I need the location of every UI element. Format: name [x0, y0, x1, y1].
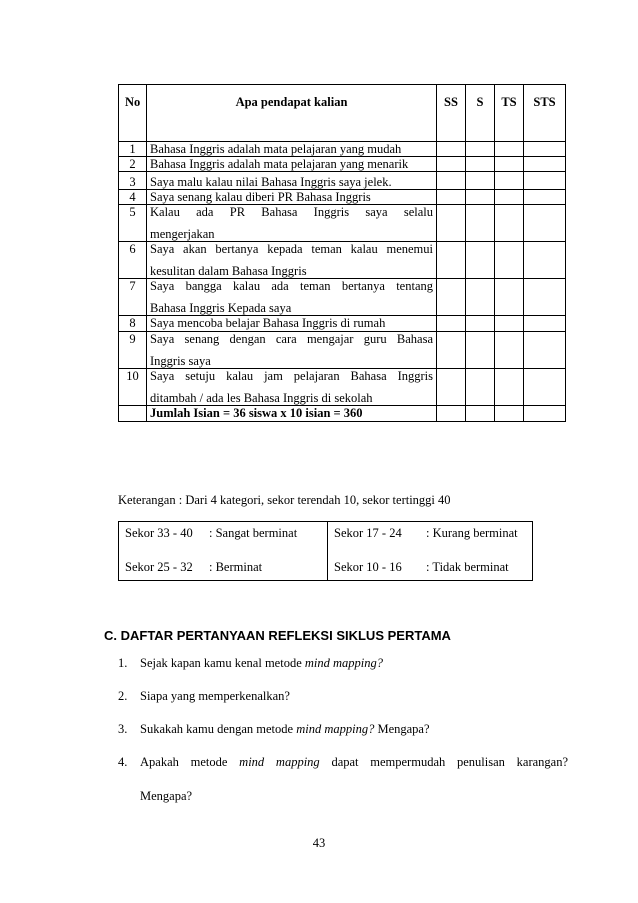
statement-line-1: Saya senang dengan cara mengajar guru Bahasa: [150, 332, 433, 346]
header-s: S: [466, 85, 495, 142]
total-row: [119, 406, 566, 422]
score-range: Sekor 10 - 16: [334, 560, 402, 574]
question-italic: mind mapping?: [304, 656, 383, 670]
table-row: [119, 369, 566, 406]
cell-s: [466, 332, 495, 369]
score-range: Sekor 25 - 32: [125, 560, 193, 574]
cell-sts: [524, 142, 566, 157]
header-ss: SS: [437, 85, 466, 142]
row-number: 6: [119, 242, 147, 279]
header-question: Apa pendapat kalian: [147, 85, 437, 142]
row-number: 10: [119, 369, 147, 406]
list-item: [118, 722, 568, 736]
cell-sts: [524, 205, 566, 242]
cell-sts: [524, 172, 566, 190]
row-number: 9: [119, 332, 147, 369]
cell-s: [466, 242, 495, 279]
cell-ss: [437, 242, 466, 279]
cell-s: [466, 369, 495, 406]
cell-s: [466, 190, 495, 205]
question-line: [118, 755, 568, 769]
row-number: 1: [119, 142, 147, 157]
row-number: 2: [119, 157, 147, 172]
statement-line-1: Saya setuju kalau jam pelajaran Bahasa Inggris: [150, 369, 433, 383]
cell-sts: [524, 190, 566, 205]
question-text: Siapa yang memperkenalkan?: [140, 689, 290, 703]
section-heading: C. DAFTAR PERTANYAAN REFLEKSI SIKLUS PERTAMA: [104, 628, 451, 643]
cell-s: [466, 157, 495, 172]
cell-s: [466, 142, 495, 157]
row-number: 5: [119, 205, 147, 242]
question-italic: mind mapping: [239, 755, 320, 769]
cell-ts: [495, 142, 524, 157]
table-header-row: [119, 85, 566, 142]
cell-sts: [524, 332, 566, 369]
table-row: [119, 242, 566, 279]
page-number: 43: [312, 836, 326, 850]
table-row: [119, 157, 566, 172]
cell-ss: [437, 369, 466, 406]
cell-ss: [437, 190, 466, 205]
score-item: [125, 526, 321, 540]
score-legend-right: [328, 522, 533, 581]
cell-ts: [495, 332, 524, 369]
cell-ss: [437, 332, 466, 369]
cell-sts: [524, 157, 566, 172]
table-row: [119, 172, 566, 190]
total-empty-cell: [119, 406, 147, 422]
question-text-after: dapat mempermudah penulisan karangan?: [319, 755, 569, 769]
cell-ts: [495, 369, 524, 406]
row-statement: Bahasa Inggris adalah mata pelajaran yang mudah: [147, 142, 437, 157]
score-label: : Sangat berminat: [209, 526, 298, 540]
total-text: Jumlah Isian = 36 siswa x 10 isian = 360: [147, 406, 437, 422]
cell-ss: [437, 316, 466, 332]
cell-s: [466, 172, 495, 190]
score-legend-left: [119, 522, 328, 581]
row-statement: Saya malu kalau nilai Bahasa Inggris saya jelek.: [147, 172, 437, 190]
statement-line-2: Inggris saya: [150, 354, 211, 368]
question-number: 3.: [118, 722, 128, 736]
row-statement: [147, 279, 437, 316]
score-item: [334, 526, 526, 540]
question-italic: mind mapping?: [296, 722, 375, 736]
cell-ts: [495, 406, 524, 422]
question-number: 4.: [118, 755, 128, 769]
header-sts: STS: [524, 85, 566, 142]
cell-ts: [495, 172, 524, 190]
row-number: 3: [119, 172, 147, 190]
table-row: [119, 279, 566, 316]
score-item: [125, 560, 321, 574]
row-statement: [147, 205, 437, 242]
cell-ss: [437, 157, 466, 172]
score-label: : Tidak berminat: [426, 560, 509, 574]
score-range: Sekor 17 - 24: [334, 526, 402, 540]
question-text: Apakah metode: [140, 755, 240, 769]
cell-ts: [495, 316, 524, 332]
row-number: 7: [119, 279, 147, 316]
header-no: No: [119, 85, 147, 142]
cell-ss: [437, 142, 466, 157]
question-text: Sejak kapan kamu kenal metode: [140, 656, 305, 670]
score-label: : Kurang berminat: [426, 526, 518, 540]
cell-sts: [524, 369, 566, 406]
statement-line-2: kesulitan dalam Bahasa Inggris: [150, 264, 307, 278]
question-list: [118, 656, 568, 822]
cell-ss: [437, 172, 466, 190]
cell-s: [466, 316, 495, 332]
question-number: 2.: [118, 689, 128, 703]
cell-ss: [437, 205, 466, 242]
statement-line-2: Bahasa Inggris Kepada saya: [150, 301, 292, 315]
table-row: [119, 205, 566, 242]
row-statement: [147, 242, 437, 279]
row-number: 8: [119, 316, 147, 332]
cell-sts: [524, 316, 566, 332]
row-statement: Bahasa Inggris adalah mata pelajaran yang menarik: [147, 157, 437, 172]
table-row: [119, 190, 566, 205]
table-row: [119, 332, 566, 369]
question-text: Sukakah kamu dengan metode: [140, 722, 297, 736]
statement-line-1: Kalau ada PR Bahasa Inggris saya selalu: [150, 205, 433, 219]
survey-table: [118, 84, 566, 422]
cell-ss: [437, 279, 466, 316]
statement-line-2: mengerjakan: [150, 227, 215, 241]
cell-s: [466, 406, 495, 422]
cell-ts: [495, 242, 524, 279]
table-row: [119, 142, 566, 157]
cell-s: [466, 279, 495, 316]
row-number: 4: [119, 190, 147, 205]
score-note: Keterangan : Dari 4 kategori, sekor terendah 10, sekor tertinggi 40: [118, 493, 451, 507]
question-number: 1.: [118, 656, 128, 670]
row-statement: [147, 369, 437, 406]
score-item: [334, 560, 526, 574]
list-item: [118, 755, 568, 803]
row-statement: [147, 332, 437, 369]
cell-ts: [495, 157, 524, 172]
table-row: [119, 316, 566, 332]
cell-ss: [437, 406, 466, 422]
cell-ts: [495, 279, 524, 316]
score-label: : Berminat: [209, 560, 263, 574]
row-statement: Saya senang kalau diberi PR Bahasa Inggris: [147, 190, 437, 205]
statement-line-1: Saya bangga kalau ada teman bertanya tentang: [150, 279, 433, 293]
question-text-after: Mengapa?: [374, 722, 430, 736]
score-legend-table: [118, 521, 533, 581]
list-item: [118, 689, 568, 703]
list-item: [118, 656, 568, 670]
row-statement: Saya mencoba belajar Bahasa Inggris di rumah: [147, 316, 437, 332]
cell-sts: [524, 406, 566, 422]
cell-ts: [495, 205, 524, 242]
cell-s: [466, 205, 495, 242]
cell-sts: [524, 279, 566, 316]
statement-line-2: ditambah / ada les Bahasa Inggris di sekolah: [150, 391, 373, 405]
statement-line-1: Saya akan bertanya kepada teman kalau menemui: [150, 242, 433, 256]
cell-ts: [495, 190, 524, 205]
score-range: Sekor 33 - 40: [125, 526, 193, 540]
header-ts: TS: [495, 85, 524, 142]
question-continuation: Mengapa?: [140, 789, 193, 803]
cell-sts: [524, 242, 566, 279]
